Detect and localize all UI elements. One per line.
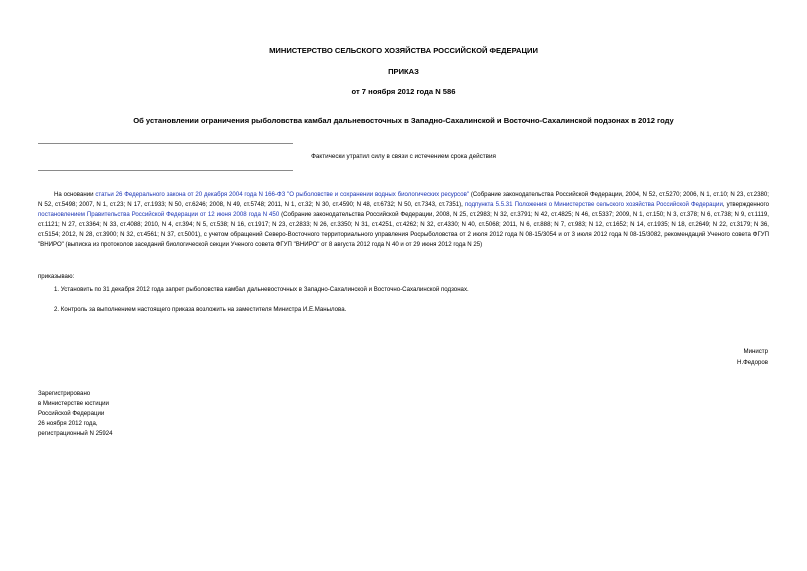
preamble-text-3: , утвержденного <box>722 201 769 208</box>
registration-line: в Министерстве юстиции <box>38 400 109 407</box>
regulation-clause-link[interactable]: подпункта 5.5.31 Положения о Министерстве сельского хозяйства Российской Федерации <box>464 201 723 208</box>
signature-name: Н.Федоров <box>737 359 768 366</box>
registration-line: 26 ноября 2012 года, <box>38 420 98 427</box>
order-item: 2. Контроль за выполнением настоящего приказа возложить на заместителя Министра И.Е.Манылова. <box>54 306 347 313</box>
document-date-number: от 7 ноября 2012 года N 586 <box>351 87 456 96</box>
registration-line: Зарегистрировано <box>38 390 91 397</box>
preamble-text-1: На основании <box>54 191 96 198</box>
preamble-text-4: (Собрание законодательства Российской Федерации, 2008, N 25, ст.2983; N 32, ст.3791; N 42, ст.4825; N 46, ст.5337; 2009, N 1, ст.150; N 3, ст.378; N 6, ст.738; N 9, ст.1119, ст.1121; N 27, ст.3364; N 33, ст.4088; 2010, N 4, ст.394; N 5, ст.538; N 16, ст.1917; N 23, ст.2833; N 26, ст.3350; N 31, ст.4251, ст.4262; N 32, ст.4330; N 40, ст.5068; 2011, N 6, ст.888; N 7, ст.983; N 12, ст.1652; N 14, ст.1935; N 18, ст.2649; N 22, ст.3179; N 36, ст.5154; 2012, N 28, ст.3900; N 32, ст.4561; N 37, ст.5001), с учетом обращений Северо-Восточного территориального управления Росрыболовства от 2 июля 2012 года N 08-15/3054 и от 3 июля 2012 года N 08-15/3082, рекомендаций Ученого совета ФГУП "ВНИРО" (выписка из протоколов заседаний биологической секции Ученого совета ФГУП "ВНИРО" от 8 августа 2012 года N 40 и от 29 июня 2012 года N 25) <box>38 211 770 248</box>
divider-top <box>38 143 293 144</box>
document-title: Об установлении ограничения рыболовства камбал дальневосточных в Западно-Сахалинской и Восточно-Сахалинской подзонах в 2012 году <box>133 116 674 125</box>
status-note: Фактически утратил силу в связи с истечением срока действия <box>311 153 496 160</box>
registration-line: Российской Федерации <box>38 410 105 417</box>
preamble-text-2: (Собрание законодательства Российской Федерации, 2004, N 52, ст.5270; 2006, N 1, ст.10; N 23, ст.2380; N 52, ст.5498; 2007, N 1, ст.23; N 17, ст.1933; N 50, ст.6246; 2008, N 49, ст.5748; 2011, N 1, ст.32; N 30, ст.4590; N 48, ст.6732; N 50, ст.7343, ст.7351), <box>38 191 769 208</box>
federal-law-link[interactable]: статьи 26 Федерального закона от 20 декабря 2004 года N 166-ФЗ "О рыболовстве и сохранении водных биологических ресурсов" <box>95 191 470 198</box>
registration-line: регистрационный N 25924 <box>38 430 113 437</box>
registration-block <box>38 389 113 439</box>
order-word: приказываю: <box>38 273 75 280</box>
ministry-heading: МИНИСТЕРСТВО СЕЛЬСКОГО ХОЗЯЙСТВА РОССИЙСКОЙ ФЕДЕРАЦИИ <box>269 46 538 55</box>
order-item: 1. Установить по 31 декабря 2012 года запрет рыболовства камбал дальневосточных в Западно-Сахалинской и Восточно-Сахалинской подзонах. <box>54 286 469 293</box>
government-decree-link[interactable]: постановлением Правительства Российской Федерации от 12 июня 2008 года N 450 <box>38 211 280 218</box>
document-type: ПРИКАЗ <box>388 67 419 76</box>
preamble-paragraph <box>38 190 769 250</box>
divider-bottom <box>38 170 293 171</box>
signature-position: Министр <box>743 348 768 355</box>
